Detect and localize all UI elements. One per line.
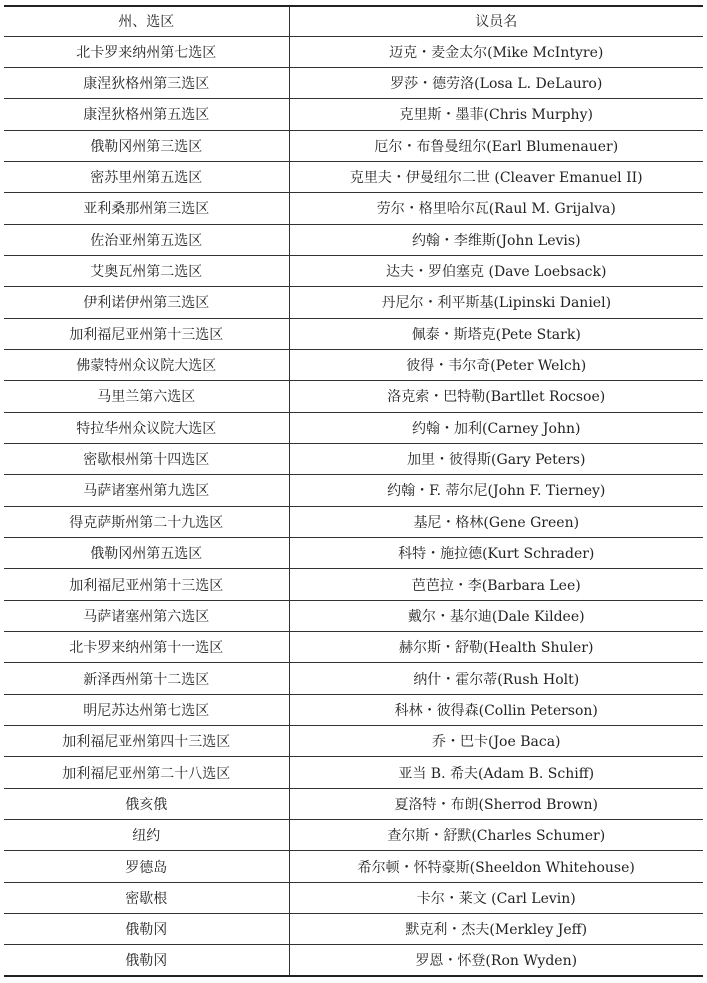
state-district-cell: 加利福尼亚州第十三选区 — [4, 569, 289, 600]
state-district-cell: 明尼苏达州第七选区 — [4, 694, 289, 725]
legislator-name-cell: 纳什・霍尔蒂(Rush Holt) — [289, 663, 703, 694]
state-district-cell: 加利福尼亚州第四十三选区 — [4, 726, 289, 757]
legislator-name-cell: 默克利・杰夫(Merkley Jeff) — [289, 914, 703, 945]
state-district-cell: 马萨诸塞州第九选区 — [4, 475, 289, 506]
legislator-name-cell: 罗恩・怀登(Ron Wyden) — [415, 953, 578, 970]
state-district-cell: 马萨诸塞州第六选区 — [4, 600, 289, 631]
state-district-cell: 纽约 — [4, 820, 289, 851]
state-district-cell: 北卡罗来纳州第七选区 — [4, 36, 289, 67]
state-district-cell: 康涅狄格州第五选区 — [4, 99, 289, 130]
legislator-name-cell: 戴尔・基尔迪(Dale Kildee) — [289, 600, 703, 631]
table-row — [4, 99, 703, 130]
state-district-cell: 俄勒冈 — [4, 945, 289, 976]
header-row — [4, 6, 703, 36]
legislator-name-cell: 丹尼尔・利平斯基(Lipinski Daniel) — [289, 287, 703, 318]
column-header-legislator-name: 议员名 — [289, 6, 703, 36]
table-row — [4, 67, 703, 98]
table-row — [4, 381, 703, 412]
state-district-cell: 密歇根 — [4, 882, 289, 913]
state-district-cell: 俄勒冈州第三选区 — [4, 130, 289, 161]
state-district-cell: 新泽西州第十二选区 — [4, 663, 289, 694]
state-district-cell: 得克萨斯州第二十九选区 — [4, 506, 289, 537]
legislator-name-cell: 芭芭拉・李(Barbara Lee) — [289, 569, 703, 600]
legislator-name-cell: 劳尔・格里哈尔瓦(Raul M. Grijalva) — [289, 193, 703, 224]
legislator-name-cell: 约翰・F. 蒂尔尼(John F. Tierney) — [289, 475, 703, 506]
state-district-cell: 特拉华州众议院大选区 — [4, 412, 289, 443]
state-district-cell: 罗德岛 — [4, 851, 289, 882]
legislator-name-cell: 赫尔斯・舒勒(Health Shuler) — [289, 632, 703, 663]
legislator-name-cell: 加里・彼得斯(Gary Peters) — [289, 443, 703, 474]
table-row — [4, 506, 703, 537]
legislator-name-cell: 卡尔・莱文 (Carl Levin) — [289, 882, 703, 913]
table-row — [4, 255, 703, 286]
table-row — [4, 130, 703, 161]
table-row — [4, 412, 703, 443]
table-row — [4, 287, 703, 318]
legislator-name-cell: 查尔斯・舒默(Charles Schumer) — [289, 820, 703, 851]
state-district-cell: 亚利桑那州第三选区 — [4, 193, 289, 224]
table-row — [4, 694, 703, 725]
table-row — [4, 161, 703, 192]
legislator-name-cell: 科林・彼得森(Collin Peterson) — [289, 694, 703, 725]
table-row — [4, 726, 703, 757]
state-district-cell: 俄亥俄 — [4, 788, 289, 819]
legislator-name-cell: 彼得・韦尔奇(Peter Welch) — [289, 349, 703, 380]
table-row — [4, 882, 703, 913]
table-row — [4, 914, 703, 945]
legislator-name-cell: 希尔顿・怀特豪斯(Sheeldon Whitehouse) — [289, 851, 703, 882]
state-district-cell: 加利福尼亚州第二十八选区 — [4, 757, 289, 788]
state-district-cell: 佛蒙特州众议院大选区 — [4, 349, 289, 380]
table-row — [4, 663, 703, 694]
table-row — [4, 569, 703, 600]
legislator-name-cell: 佩泰・斯塔克(Pete Stark) — [289, 318, 703, 349]
legislator-table — [4, 5, 703, 977]
table-row — [4, 538, 703, 569]
table-row — [4, 475, 703, 506]
state-district-cell: 密歇根州第十四选区 — [4, 443, 289, 474]
legislator-name-cell: 约翰・加利(Carney John) — [289, 412, 703, 443]
legislator-name-cell: 迈克・麦金太尔(Mike McIntyre) — [289, 36, 703, 67]
table-row — [4, 632, 703, 663]
state-district-cell: 康涅狄格州第三选区 — [4, 67, 289, 98]
table-row — [4, 224, 703, 255]
legislator-name-cell: 克里斯・墨菲(Chris Murphy) — [289, 99, 703, 130]
legislator-name-cell: 厄尔・布鲁曼纽尔(Earl Blumenauer) — [289, 130, 703, 161]
state-district-cell: 北卡罗来纳州第十一选区 — [4, 632, 289, 663]
state-district-cell: 密苏里州第五选区 — [4, 161, 289, 192]
column-header-state-district: 州、选区 — [4, 6, 289, 36]
table-row — [4, 600, 703, 631]
table-row — [4, 945, 703, 976]
state-district-cell: 俄勒冈州第五选区 — [4, 538, 289, 569]
legislator-name-cell: 基尼・格林(Gene Green) — [289, 506, 703, 537]
legislator-name-cell: 亚当 B. 希夫(Adam B. Schiff) — [289, 757, 703, 788]
table-row — [4, 851, 703, 882]
state-district-cell: 佐治亚州第五选区 — [4, 224, 289, 255]
table-row — [4, 318, 703, 349]
legislator-name-cell: 约翰・李维斯(John Levis) — [289, 224, 703, 255]
state-district-cell: 俄勒冈 — [4, 914, 289, 945]
table-header — [4, 6, 703, 36]
legislator-name-cell: 洛克索・巴特勒(Bartllet Rocsoe) — [289, 381, 703, 412]
table-row — [4, 820, 703, 851]
state-district-cell: 艾奥瓦州第二选区 — [4, 255, 289, 286]
legislator-name-cell: 夏洛特・布朗(Sherrod Brown) — [289, 788, 703, 819]
state-district-cell: 马里兰第六选区 — [4, 381, 289, 412]
table-row — [4, 757, 703, 788]
legislator-name-cell: 达夫・罗伯塞克 (Dave Loebsack) — [289, 255, 703, 286]
table-row — [4, 36, 703, 67]
table-row — [4, 193, 703, 224]
state-district-cell: 加利福尼亚州第十三选区 — [4, 318, 289, 349]
legislator-name-cell: 克里夫・伊曼纽尔二世 (Cleaver Emanuel II) — [289, 161, 703, 192]
legislator-name-cell: 科特・施拉德(Kurt Schrader) — [289, 538, 703, 569]
table-row — [4, 349, 703, 380]
legislator-name-cell: 乔・巴卡(Joe Baca) — [289, 726, 703, 757]
state-district-cell: 伊利诺伊州第三选区 — [4, 287, 289, 318]
table-row — [4, 443, 703, 474]
table-body — [4, 36, 703, 976]
table-row — [4, 788, 703, 819]
legislator-name-cell: 罗莎・德劳洛(Losa L. DeLauro) — [289, 67, 703, 98]
